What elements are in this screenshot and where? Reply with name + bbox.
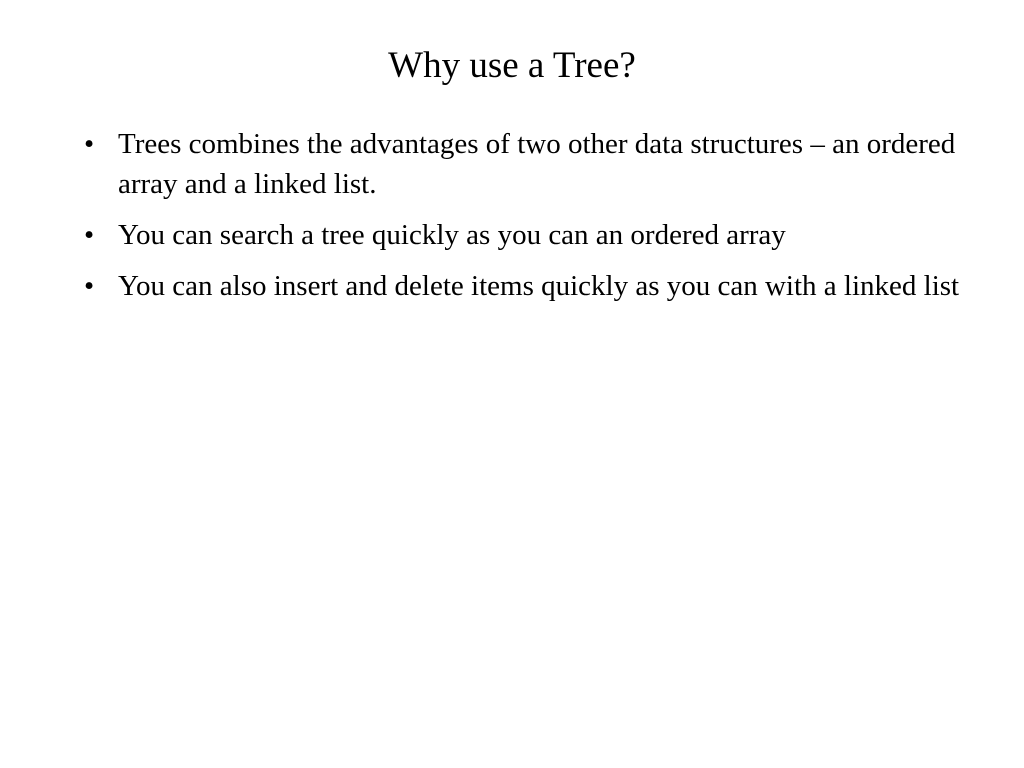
list-item (84, 266, 974, 306)
bullet-icon: • (84, 128, 95, 160)
bullet-icon: • (84, 219, 95, 251)
bullet-text: Trees combines the advantages of two other data structures – an ordered array and a linked list. (118, 128, 956, 200)
slide-title: Why use a Tree? (388, 45, 636, 86)
list-item (84, 215, 974, 255)
bullet-icon: • (84, 270, 95, 302)
bullet-text: You can search a tree quickly as you can an ordered array (118, 219, 786, 251)
bullet-list (84, 124, 974, 317)
list-item (84, 124, 974, 204)
bullet-text: You can also insert and delete items quickly as you can with a linked list (118, 270, 960, 302)
